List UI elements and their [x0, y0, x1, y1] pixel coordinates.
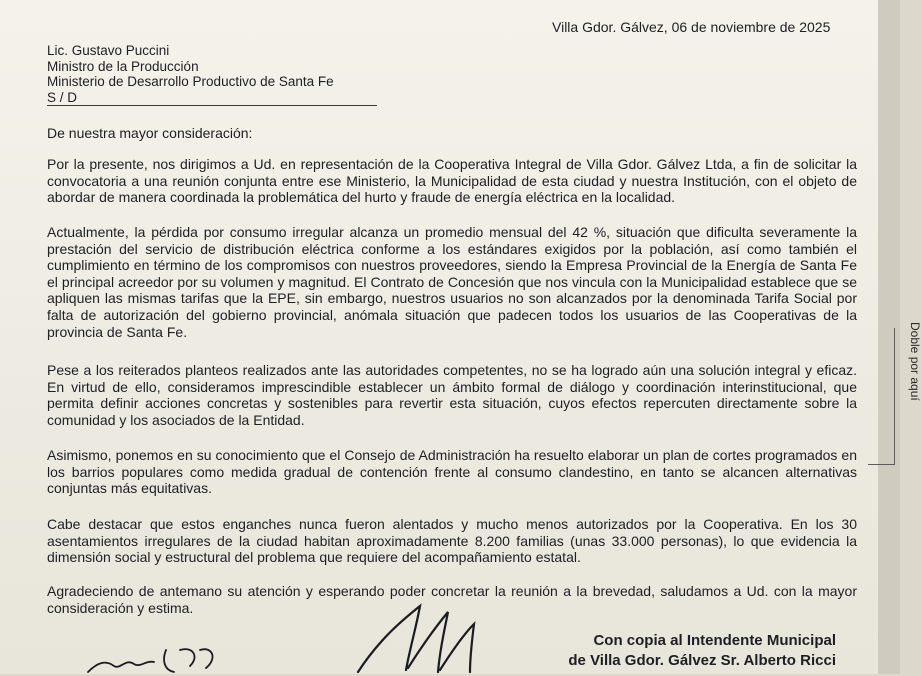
cc-line-1: Con copia al Intendente Municipal	[593, 632, 836, 649]
fold-instruction: Doble por aquí	[908, 322, 922, 401]
signature-left	[84, 636, 234, 676]
signature-right	[350, 598, 500, 674]
cc-block	[568, 631, 836, 671]
recipient-title: Ministro de la Producción	[47, 58, 199, 74]
cc-line-2: de Villa Gdor. Gálvez Sr. Alberto Ricci	[568, 652, 836, 669]
recipient-sd: S / D	[47, 90, 377, 107]
recipient-block	[47, 43, 377, 106]
date-line: Villa Gdor. Gálvez, 06 de noviembre de 2025	[552, 19, 831, 35]
recipient-name: Lic. Gustavo Puccini	[47, 43, 170, 58]
paragraph-4: Asimismo, ponemos en su conocimiento que el Consejo de Administración ha resuelto elaborar un plan de cortes programados en los barrios populares como medida gradual de contención frente al consumo clandestino, en tanto se alcancen alternativas conjuntas más equitativas.	[47, 447, 857, 497]
paragraph-2: Actualmente, la pérdida por consumo irregular alcanza un promedio mensual del 42 %, situación que dificulta severamente la prestación del servicio de distribución eléctrica conforme a los estándares exigidos por la población, así como también el cumplimiento en término de los compromisos con nuestros proveedores, siendo la Empresa Provincial de la Energía de Santa Fe el principal acreedor por su volumen y magnitud. El Contrato de Concesión que nos vincula con la Municipalidad establece que se apliquen las mismas tarifas que la EPE, sin embargo, nuestros usuarios no son alcanzados por la denominada Tarifa Social por falta de autorización del gobierno provincial, anómala situación que padecen todos los usuarios de las Cooperativas de la provincia de Santa Fe.	[47, 224, 857, 340]
greeting: De nuestra mayor consideración:	[47, 125, 253, 141]
paragraph-6: Agradeciendo de antemano su atención y esperando poder concretar la reunión a la brevedad, saludamos a Ud. con la mayor consideración y estima.	[47, 583, 857, 616]
recipient-ministry: Ministerio de Desarrollo Productivo de Santa Fe	[47, 74, 334, 89]
paragraph-1: Por la presente, nos dirigimos a Ud. en representación de la Cooperativa Integral de Villa Gdor. Gálvez Ltda, a fin de solicitar la convocatoria a una reunión conjunta entre ese Ministerio, la Municipalidad de esta ciudad y nuestra Institución, con el objeto de abordar de manera coordinada la problemática del hurto y fraude de energía eléctrica en la localidad.	[47, 156, 857, 206]
paragraph-3: Pese a los reiterados planteos realizados ante las autoridades competentes, no se ha logrado aún una solución integral y eficaz. En virtud de ello, consideramos imprescindible establecer un ámbito formal de diálogo y coordinación interinstitucional, que permita definir acciones concretas y sostenibles para revertir esta situación, cuyos efectos repercuten directamente sobre la comunidad y los asociados de la Entidad.	[47, 362, 857, 428]
paragraph-5: Cabe destacar que estos enganches nunca fueron alentados y mucho menos autorizados por la Cooperativa. En los 30 asentamientos irregulares de la ciudad habitan aproximadamente 8.200 familias (unas 33.000 personas), lo que evidencia la dimensión social y estructural del problema que requiere del acompañamiento estatal.	[47, 516, 857, 566]
